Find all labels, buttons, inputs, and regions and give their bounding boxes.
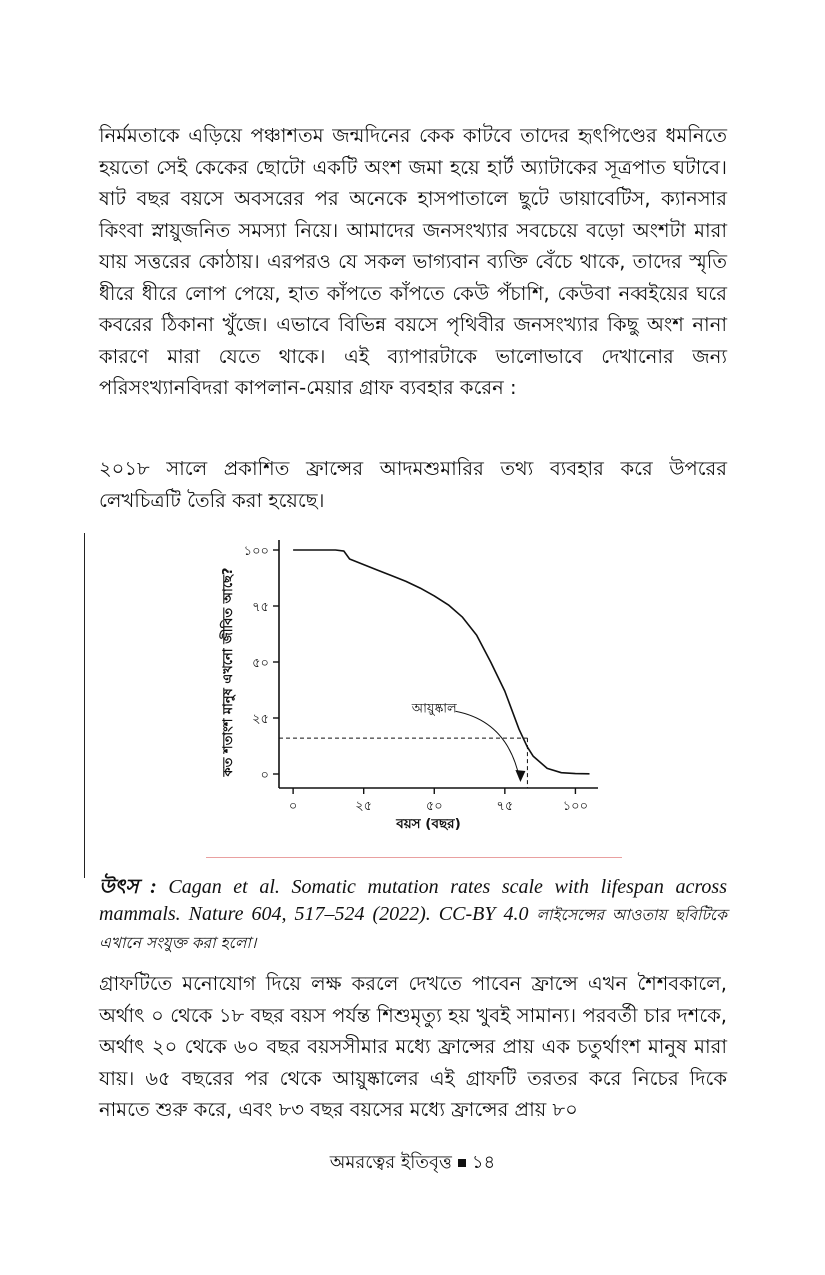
x-tick-label: ১০০: [562, 799, 589, 814]
footer-book-title: অমরত্বের ইতিবৃত্ত: [329, 1152, 452, 1173]
y-tick-label: ২৫: [252, 712, 269, 727]
x-tick-label: ০: [288, 799, 298, 814]
source-citation: Cagan et al. Somatic mutation rates scale with lifespan across mammals. Nature 604, 517–524 (2022). CC-BY 4.0: [99, 876, 727, 925]
y-tick-label: ৭৫: [252, 600, 269, 615]
y-tick-label: ৫০: [252, 656, 269, 671]
footer-page-number: ১৪: [471, 1152, 496, 1173]
lifespan-arrowhead: [515, 770, 525, 782]
paragraph-intro: নির্মমতাকে এড়িয়ে পঞ্চাশতম জন্মদিনের কেক কাটবে তাদের হৃৎপিণ্ডের ধমনিতে হয়তো সেই কেকের ছোটো একটি অংশ জমা হয়ে হার্ট অ্যাটাকের সূত্রপাত ঘটাবে। ষাট বছর বয়সে অবসরের পর অনেকে হাসপাতালে ছুটে ডায়াবেটিস, ক্যানসার কিংবা স্নায়ুজনিত সমস্যা নিয়ে। আমাদের জনসংখ্যার সবচেয়ে বড়ো অংশটা মারা যায় সত্তরের কোঠায়। এরপরও যে সকল ভাগ্যবান ব্যক্তি বেঁচে থাকে, তাদের স্মৃতি ধীরে ধীরে লোপ পেয়ে, হাত কাঁপতে কাঁপতে কেউ পঁচাশি, কেউবা নব্বইয়ের ঘরে কবরের ঠিকানা খুঁজে। এভাবে বিভিন্ন বয়সে পৃথিবীর জনসংখ্যার কিছু অংশ নানা কারণে মারা যেতে থাকে। এই ব্যাপারটাকে ভালোভাবে দেখানোর জন্য পরিসংখ্যানবিদরা কাপলান-মেয়ার গ্রাফ ব্যবহার করেন :: [99, 124, 727, 399]
survival-curve: [293, 550, 589, 774]
page-footer: [0, 1148, 825, 1179]
y-tick-label: ১০০: [243, 544, 269, 559]
x-tick-label: ৭৫: [496, 799, 514, 814]
source-license: লাইসেন্সের আওতায় ছবিটিকে এখানে সংযুক্ত করা হলো।: [99, 906, 728, 952]
figure-source: [99, 874, 727, 957]
lifespan-arrow: [455, 711, 519, 778]
paragraph-analysis: গ্রাফটিতে মনোযোগ দিয়ে লক্ষ করলে দেখতে পাবেন ফ্রান্সে এখন শৈশবকালে, অর্থাৎ ০ থেকে ১৮ বছর বয়স পর্যন্ত শিশুমৃত্যু হয় খুবই সামান্য। পরবর্তী চার দশকে, অর্থাৎ ২০ থেকে ৬০ বছর বয়সসীমার মধ্যে ফ্রান্সের প্রায় এক চতুর্থাংশ মানুষ মারা যায়। ৬৫ বছরের পর থেকে আয়ুষ্কালের এই গ্রাফটি তরতর করে নিচের দিকে নামতে শুরু করে, এবং ৮৩ বছর বয়সের মধ্যে ফ্রান্সের প্রায় ৮০: [99, 972, 727, 1121]
x-tick-label: ২৫: [355, 799, 373, 814]
lifespan-label: আয়ুষ্কাল: [411, 701, 457, 717]
x-axis-label: বয়স (বছর): [396, 816, 461, 832]
y-tick-label: ০: [260, 768, 269, 783]
figure-divider: [206, 857, 622, 858]
y-axis-label: কত শতাংশ মানুষ এখনো জীবিত আছে?: [221, 567, 236, 777]
x-tick-label: ৫০: [425, 799, 443, 814]
paragraph-census: ২০১৮ সালে প্রকাশিত ফ্রান্সের আদমশুমারির তথ্য ব্যবহার করে উপরের লেখচিত্রটি তৈরি করা হয়েছে।: [99, 457, 727, 512]
footer-separator: [458, 1159, 466, 1167]
source-label: উৎস :: [99, 876, 157, 898]
